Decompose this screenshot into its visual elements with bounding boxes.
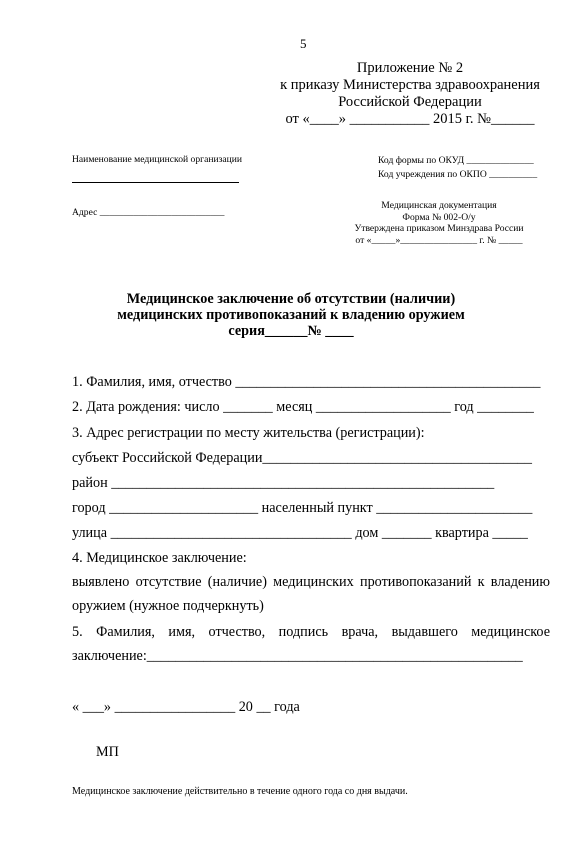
fio-field[interactable]: 1. Фамилия, имя, отчество ___________________________________________ — [72, 374, 541, 390]
stamp-placeholder: МП — [96, 744, 119, 760]
appendix-line-4: от «____» ___________ 2015 г. №______ — [285, 111, 535, 127]
birth-date-field[interactable]: 2. Дата рождения: число _______ месяц ___________________ год ________ — [72, 399, 534, 415]
form-codes — [378, 154, 537, 182]
conclusion-text-line-2: оружием (нужное подчеркнуть) — [72, 598, 264, 614]
org-address: Адрес __________________________ — [72, 207, 225, 218]
meddoc-line-4: от «_____»________________ г. № _____ — [355, 234, 523, 246]
title-line-3: серия______№ ____ — [228, 323, 354, 339]
doctor-field[interactable]: заключение:_____________________________________________________ — [72, 648, 523, 664]
street-field[interactable]: улица __________________________________ дом _______ квартира _____ — [72, 525, 528, 541]
okpo-code: Код учреждения по ОКПО __________ — [378, 169, 538, 180]
document-title — [60, 291, 522, 339]
conclusion-text-line-1: выявлено отсутствие (наличие) медицинских противопоказаний к владению — [72, 574, 550, 590]
appendix-line-1: Приложение № 2 — [356, 60, 464, 76]
conclusion-header: 4. Медицинское заключение: — [72, 550, 247, 566]
registration-header: 3. Адрес регистрации по месту жительства (регистрации): — [72, 425, 425, 441]
title-line-2: медицинских противопоказаний к владению оружием — [117, 307, 465, 323]
city-field[interactable]: город _____________________ населенный пункт ______________________ — [72, 500, 533, 516]
appendix-line-2: к приказу Министерства здравоохранения — [280, 77, 540, 93]
meddoc-line-1: Медицинская документация — [381, 200, 497, 211]
meddoc-line-3: Утверждена приказом Минздрава России — [354, 223, 524, 234]
date-field[interactable]: « ___» _________________ 20 __ года — [72, 699, 300, 715]
district-field[interactable]: район ______________________________________________________ — [72, 475, 495, 491]
page-number: 5 — [300, 36, 307, 51]
medical-documentation-block — [338, 200, 540, 246]
org-name-line — [72, 182, 239, 183]
org-name-label: Наименование медицинской организации — [72, 154, 243, 165]
title-line-1: Медицинское заключение об отсутствии (наличии) — [126, 291, 456, 307]
doctor-label: 5. Фамилия, имя, отчество, подпись врача, выдавшего медицинское — [72, 624, 550, 640]
appendix-header — [280, 60, 540, 128]
subject-field[interactable]: субъект Российской Федерации______________________________________ — [72, 450, 532, 466]
okud-code: Код формы по ОКУД ______________ — [378, 155, 534, 166]
appendix-line-3: Российской Федерации — [338, 94, 482, 110]
validity-note: Медицинское заключение действительно в течение одного года со дня выдачи. — [72, 786, 408, 797]
meddoc-line-2: Форма № 002-О/у — [402, 211, 476, 223]
